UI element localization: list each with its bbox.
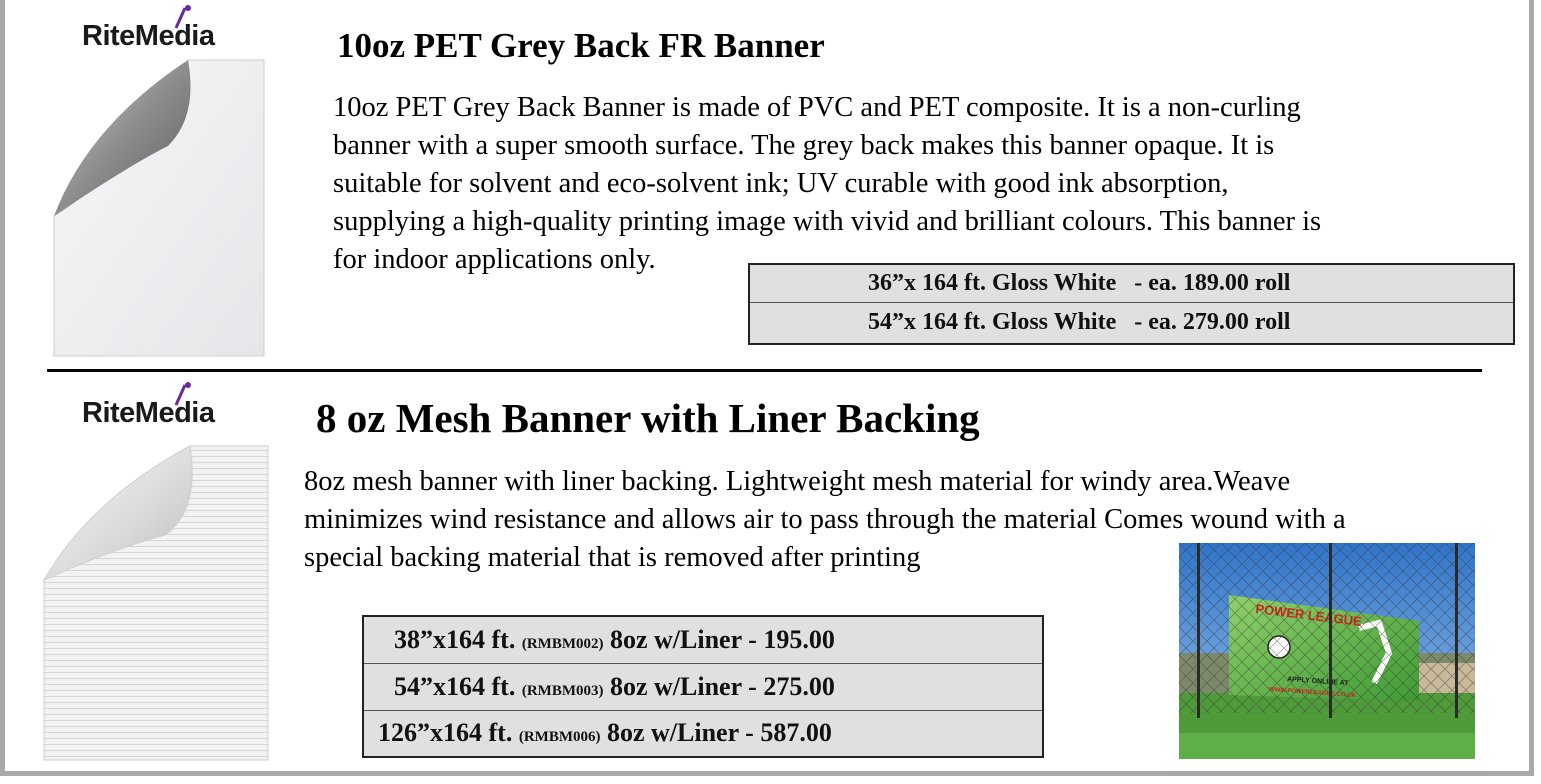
price-label: 8oz w/Liner - 275.00 bbox=[609, 671, 835, 701]
section-divider bbox=[47, 369, 1482, 372]
product-code: (RMBM002) bbox=[521, 635, 604, 652]
logo-text: RiteMedia bbox=[82, 20, 215, 52]
description-line: 10oz PET Grey Back Banner is made of PVC and PET composite. It is a non-curling bbox=[333, 92, 1301, 123]
product-code: (RMBM003) bbox=[521, 682, 604, 699]
size-label: 126”x164 ft. bbox=[378, 718, 513, 748]
mesh-banner-fence-photo bbox=[1179, 543, 1475, 759]
price-label: 8oz w/Liner - 587.00 bbox=[606, 718, 832, 748]
product1-price-table bbox=[748, 263, 1515, 345]
price-cell bbox=[749, 302, 1514, 344]
price-cell bbox=[749, 264, 1514, 302]
description-line: banner with a super smooth surface. The grey back makes this banner opaque. It is bbox=[333, 130, 1275, 161]
product1-description bbox=[333, 89, 1453, 279]
logo-swoosh-icon bbox=[174, 4, 196, 30]
size-label: 54”x164 ft. bbox=[394, 671, 516, 701]
price-cell bbox=[363, 710, 1043, 757]
product1-title: 10oz PET Grey Back FR Banner bbox=[337, 26, 825, 65]
table-row bbox=[749, 264, 1514, 302]
ritemedia-logo bbox=[82, 399, 214, 428]
product2-title: 8 oz Mesh Banner with Liner Backing bbox=[316, 395, 980, 441]
description-line: supplying a high-quality printing image with vivid and brilliant colours. This banner is bbox=[333, 206, 1322, 237]
price-label: 8oz w/Liner - 195.00 bbox=[609, 624, 835, 654]
size-label: 54”x 164 ft. Gloss White bbox=[868, 309, 1117, 336]
product-code: (RMBM006) bbox=[518, 729, 601, 746]
description-line: minimizes wind resistance and allows air to pass through the material Comes wound with a bbox=[304, 504, 1346, 535]
logo-swoosh-icon bbox=[174, 381, 196, 407]
gloss-banner-sheet-image bbox=[48, 56, 270, 358]
size-label: 38”x164 ft. bbox=[394, 624, 516, 654]
table-row bbox=[363, 616, 1043, 663]
product2-price-table bbox=[362, 615, 1044, 758]
ritemedia-logo bbox=[82, 22, 214, 51]
description-line: for indoor applications only. bbox=[333, 244, 656, 275]
mesh-banner-sheet-image bbox=[40, 440, 272, 764]
table-row bbox=[363, 663, 1043, 710]
size-label: 36”x 164 ft. Gloss White bbox=[868, 269, 1117, 296]
logo-text: RiteMedia bbox=[82, 397, 215, 429]
price-label: - ea. 279.00 roll bbox=[1134, 309, 1291, 336]
description-line: suitable for solvent and eco-solvent ink; UV curable with good ink absorption, bbox=[333, 168, 1229, 199]
description-line: 8oz mesh banner with liner backing. Lightweight mesh material for windy area.Weave bbox=[304, 466, 1291, 497]
price-label: - ea. 189.00 roll bbox=[1134, 269, 1291, 296]
description-line: special backing material that is removed after printing bbox=[304, 542, 921, 573]
price-cell bbox=[363, 663, 1043, 710]
price-cell bbox=[363, 616, 1043, 663]
table-row bbox=[749, 302, 1514, 344]
table-row bbox=[363, 710, 1043, 757]
